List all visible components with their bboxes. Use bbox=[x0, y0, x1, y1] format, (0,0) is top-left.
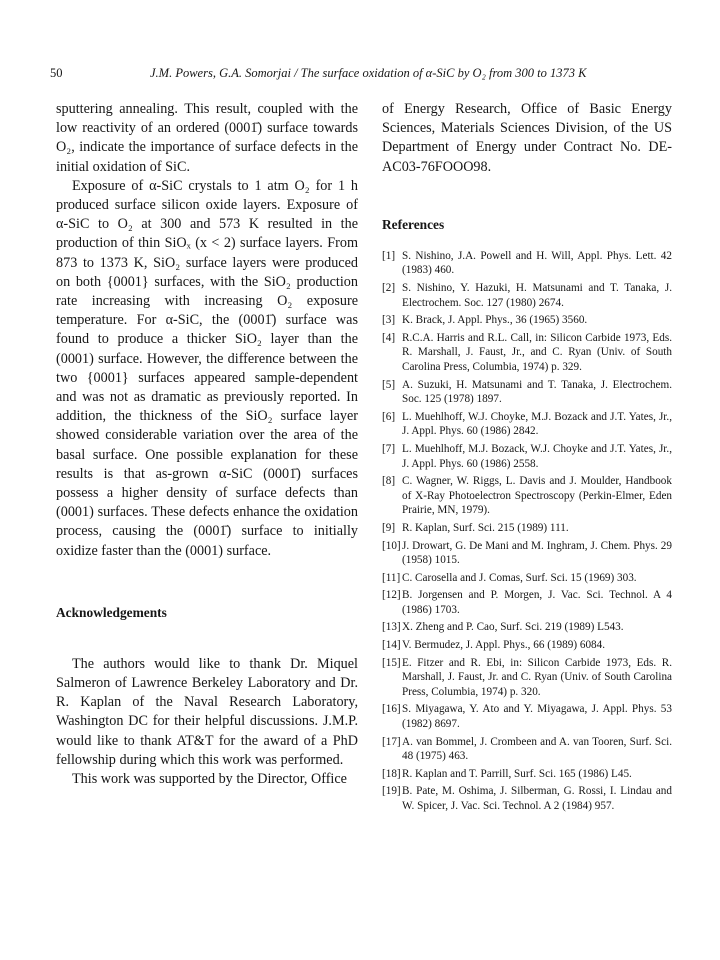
reference-number: [8] bbox=[382, 475, 396, 488]
reference-item bbox=[382, 702, 672, 731]
reference-text: B. Pate, M. Oshima, J. Silberman, G. Rossi, I. Lindau and W. Spicer, J. Vac. Sci. Technol. A 2 (1984) 957. bbox=[402, 785, 672, 812]
reference-number: [16] bbox=[382, 703, 401, 716]
reference-item bbox=[382, 331, 672, 375]
reference-item bbox=[382, 313, 672, 328]
reference-list bbox=[382, 249, 672, 814]
reference-number: [19] bbox=[382, 785, 401, 798]
reference-text: V. Bermudez, J. Appl. Phys., 66 (1989) 6084. bbox=[402, 639, 606, 652]
reference-item bbox=[382, 767, 672, 782]
reference-text: K. Brack, J. Appl. Phys., 36 (1965) 3560. bbox=[402, 314, 588, 327]
reference-text: R.C.A. Harris and R.L. Call, in: Silicon Carbide 1973, Eds. R. Marshall, J. Faust, Jr., and C. Ryan (Univ. of South Carolina Press, Columbia, 1974) p. 329. bbox=[402, 331, 672, 373]
reference-item bbox=[382, 620, 672, 635]
reference-item bbox=[382, 442, 672, 471]
reference-item bbox=[382, 539, 672, 568]
reference-item bbox=[382, 784, 672, 813]
reference-number: [2] bbox=[382, 282, 396, 294]
reference-number: [10] bbox=[382, 539, 401, 552]
paragraph: The authors would like to thank Dr. Miquel Salmeron of Lawrence Berkeley Laboratory and Dr. R. Kaplan of the Naval Research Laboratory, Washington DC for their helpful discussions. J.M.P. would like to thank AT&T for the award of a PhD fellowship during which this work was performed. bbox=[56, 655, 358, 768]
reference-text: J. Drowart, G. De Mani and M. Inghram, J. Chem. Phys. 29 (1958) 1015. bbox=[402, 539, 672, 567]
reference-number: [6] bbox=[382, 410, 396, 423]
paragraph: of Energy Research, Office of Basic Energy Sciences, Materials Sciences Division, of the US Department of Energy under Contract No. DE-AC03-76FOOO98. bbox=[382, 101, 672, 175]
reference-number: [1] bbox=[382, 249, 396, 262]
paragraph: sputtering annealing. This result, coupled with the low reactivity of an ordered (0001̄) surface towards O₂, indicate the importance of surface defects in the initial oxidation of SiC. bbox=[56, 101, 358, 175]
reference-text: X. Zheng and P. Cao, Surf. Sci. 219 (1989) L543. bbox=[402, 621, 624, 634]
reference-number: [5] bbox=[382, 378, 396, 391]
reference-item bbox=[382, 588, 672, 617]
reference-text: E. Fitzer and R. Ebi, in: Silicon Carbide 1973, Eds. R. Marshall, J. Faust, Jr. and C. Ryan (Univ. of South Carolina Press, Columbia, 1974) p. 320. bbox=[402, 656, 672, 698]
page-number: 50 bbox=[50, 66, 63, 80]
reference-item bbox=[382, 656, 672, 700]
reference-item bbox=[382, 249, 672, 278]
acknowledgements-text bbox=[56, 655, 358, 789]
reference-number: [3] bbox=[382, 314, 396, 327]
acknowledgements-heading: Acknowledgements bbox=[56, 604, 167, 620]
reference-number: [13] bbox=[382, 621, 401, 634]
left-column bbox=[56, 100, 358, 789]
reference-text: L. Muehlhoff, W.J. Choyke, M.J. Bozack and J.T. Yates, Jr., J. Appl. Phys. 60 (1986) 2842. bbox=[402, 410, 672, 438]
reference-text: S. Nishino, Y. Hazuki, H. Matsunami and T. Tanaka, J. Electrochem. Soc. 127 (1980) 2674. bbox=[402, 282, 672, 309]
reference-item bbox=[382, 521, 672, 536]
reference-text: C. Wagner, W. Riggs, L. Davis and J. Moulder, Handbook of X-Ray Photoelectron Spectroscopy (Perkin-Elmer, Eden Prairie, MN, 1979). bbox=[402, 475, 672, 517]
reference-number: [4] bbox=[382, 331, 396, 344]
reference-number: [18] bbox=[382, 767, 401, 780]
reference-item bbox=[382, 735, 672, 764]
reference-text: B. Jorgensen and P. Morgen, J. Vac. Sci. Technol. A 4 (1986) 1703. bbox=[402, 589, 672, 616]
running-title: J.M. Powers, G.A. Somorjai / The surface oxidation of α-SiC by O₂ from 300 to 1373 K bbox=[150, 66, 587, 80]
reference-text: S. Miyagawa, Y. Ato and Y. Miyagawa, J. Appl. Phys. 53 (1982) 8697. bbox=[402, 703, 672, 731]
reference-number: [15] bbox=[382, 656, 401, 669]
reference-number: [11] bbox=[382, 571, 401, 584]
reference-item bbox=[382, 378, 672, 407]
reference-text: A. Suzuki, H. Matsunami and T. Tanaka, J. Electrochem. Soc. 125 (1978) 1897. bbox=[402, 378, 672, 406]
paragraph: This work was supported by the Director, Office bbox=[72, 771, 347, 788]
references-heading: References bbox=[382, 216, 445, 232]
reference-number: [14] bbox=[382, 639, 401, 652]
reference-item bbox=[382, 281, 672, 310]
reference-number: [9] bbox=[382, 521, 396, 534]
reference-item bbox=[382, 638, 672, 653]
paragraph: Exposure of α-SiC crystals to 1 atm O₂ for 1 h produced surface silicon oxide layers. Exposure of α-SiC to O₂ at 300 and 573 K resulted in the production of thin SiOₓ (x < 2) surface layers. From 873 to 1373 K, SiO₂ surface layers were produced on both {0001} surfaces, with the SiO₂ production rate increasing with increasing O₂ exposure temperature. For α-SiC, the (0001̄) surface was found to produce a thicker SiO₂ layer than the (0001) surface. However, the difference between the two {0001} surfaces appeared sample-dependent and was not as dramatic as previously reported. In addition, the thickness of the SiO₂ surface layer showed considerable variation over the area of the basal surface. One possible explanation for these results is that as-grown α-SiC (0001̄) surfaces possess a higher density of surface defects than (0001) surfaces. These defects enhance the oxidation process, causing the (0001̄) surface to initially oxidize faster than the (0001) surface. bbox=[56, 177, 358, 559]
reference-number: [12] bbox=[382, 589, 401, 602]
reference-text: A. van Bommel, J. Crombeen and A. van Tooren, Surf. Sci. 48 (1975) 463. bbox=[402, 735, 672, 763]
reference-number: [7] bbox=[382, 442, 396, 455]
conclusions-text bbox=[56, 100, 358, 561]
reference-text: R. Kaplan, Surf. Sci. 215 (1989) 111. bbox=[402, 521, 569, 534]
reference-text: L. Muehlhoff, M.J. Bozack, W.J. Choyke and J.T. Yates, Jr., J. Appl. Phys. 60 (1986) 2558. bbox=[402, 442, 672, 470]
reference-item bbox=[382, 410, 672, 439]
acknowledgements-continuation bbox=[382, 100, 672, 177]
reference-text: C. Carosella and J. Comas, Surf. Sci. 15 (1969) 303. bbox=[402, 571, 637, 584]
reference-text: R. Kaplan and T. Parrill, Surf. Sci. 165 (1986) L45. bbox=[402, 767, 632, 780]
reference-text: S. Nishino, J.A. Powell and H. Will, Appl. Phys. Lett. 42 (1983) 460. bbox=[402, 249, 672, 277]
reference-number: [17] bbox=[382, 735, 401, 748]
running-head bbox=[0, 66, 720, 84]
reference-item bbox=[382, 571, 672, 586]
right-column bbox=[382, 100, 672, 817]
reference-item bbox=[382, 474, 672, 518]
